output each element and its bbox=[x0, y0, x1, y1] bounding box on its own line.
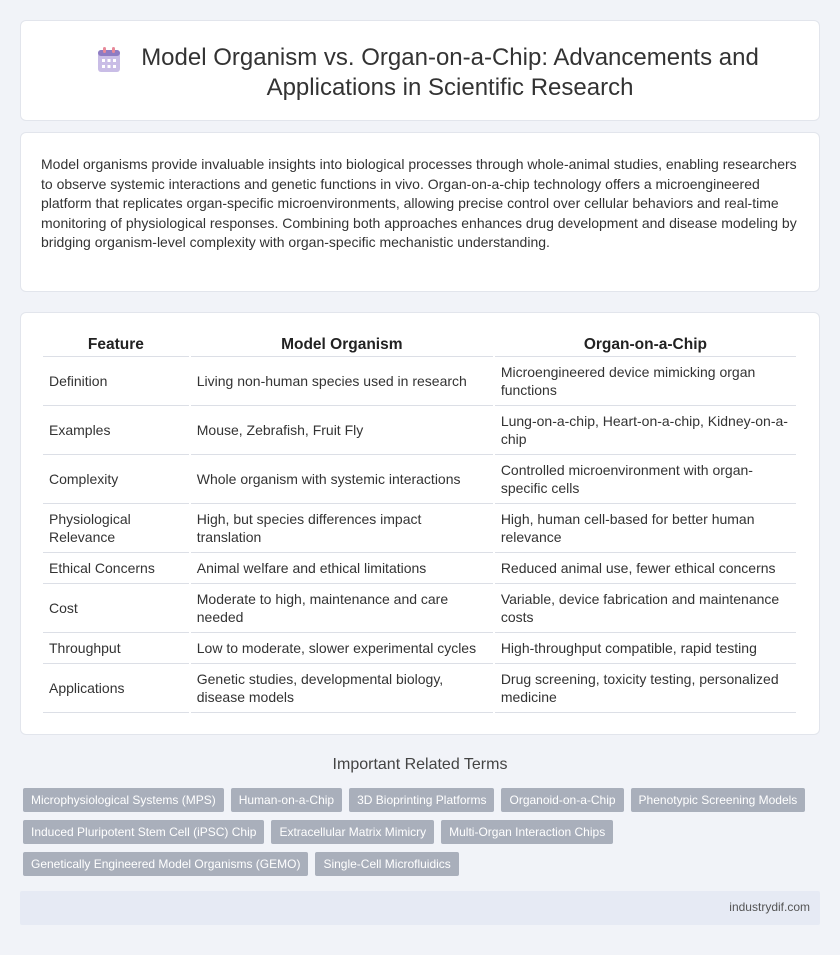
row-model-organism: Mouse, Zebrafish, Fruit Fly bbox=[191, 406, 493, 455]
row-model-organism: High, but species differences impact translation bbox=[191, 504, 493, 553]
row-organ-on-a-chip: Controlled microenvironment with organ-specific cells bbox=[495, 455, 796, 504]
page-title: Model Organism vs. Organ-on-a-Chip: Advancements and Applications in Scientific Research bbox=[141, 44, 759, 101]
table-row bbox=[43, 553, 796, 584]
header-card bbox=[20, 20, 820, 121]
row-organ-on-a-chip: High, human cell-based for better human relevance bbox=[495, 504, 796, 553]
row-feature: Complexity bbox=[43, 455, 189, 504]
related-terms-title: Important Related Terms bbox=[332, 756, 508, 773]
title-wrap bbox=[21, 43, 819, 103]
calendar-icon bbox=[97, 47, 121, 73]
row-model-organism: Low to moderate, slower experimental cycles bbox=[191, 633, 493, 664]
row-feature: Applications bbox=[43, 664, 189, 713]
row-organ-on-a-chip: Lung-on-a-chip, Heart-on-a-chip, Kidney-on-a-chip bbox=[495, 406, 796, 455]
table-row bbox=[43, 357, 796, 406]
row-feature: Examples bbox=[43, 406, 189, 455]
header-feature: Feature bbox=[43, 333, 189, 357]
related-terms-tags bbox=[23, 788, 813, 876]
table-row bbox=[43, 584, 796, 633]
tag-phenotypic-screening-models[interactable]: Phenotypic Screening Models bbox=[631, 788, 806, 812]
tag-multi-organ-interaction-chips[interactable]: Multi-Organ Interaction Chips bbox=[441, 820, 613, 844]
tag-gemo[interactable]: Genetically Engineered Model Organisms (GEMO) bbox=[23, 852, 308, 876]
tag-single-cell-microfluidics[interactable]: Single-Cell Microfluidics bbox=[315, 852, 458, 876]
row-model-organism: Animal welfare and ethical limitations bbox=[191, 553, 493, 584]
tag-3d-bioprinting-platforms[interactable]: 3D Bioprinting Platforms bbox=[349, 788, 494, 812]
tag-organoid-on-a-chip[interactable]: Organoid-on-a-Chip bbox=[501, 788, 623, 812]
tag-microphysiological-systems[interactable]: Microphysiological Systems (MPS) bbox=[23, 788, 224, 812]
row-organ-on-a-chip: Variable, device fabrication and maintenance costs bbox=[495, 584, 796, 633]
tag-ipsc-chip[interactable]: Induced Pluripotent Stem Cell (iPSC) Chip bbox=[23, 820, 264, 844]
row-model-organism: Genetic studies, developmental biology, disease models bbox=[191, 664, 493, 713]
footer bbox=[20, 891, 820, 925]
header-model-organism: Model Organism bbox=[191, 333, 493, 357]
row-organ-on-a-chip: Microengineered device mimicking organ functions bbox=[495, 357, 796, 406]
summary-card bbox=[20, 132, 820, 292]
row-organ-on-a-chip: High-throughput compatible, rapid testing bbox=[495, 633, 796, 664]
row-feature: Definition bbox=[43, 357, 189, 406]
row-feature: Throughput bbox=[43, 633, 189, 664]
table-header-row bbox=[43, 333, 796, 357]
table-row bbox=[43, 664, 796, 713]
table-row bbox=[43, 504, 796, 553]
summary-text: Model organisms provide invaluable insights into biological processes through whole-animal studies, enabling researchers to observe systemic interactions and genetic functions in vivo. Organ-on-a-chip technology offers a microengineered platform that replicates organ-specific microenvironments, allowing precise control over cellular behaviors and real-time monitoring of physiological responses. Combining both approaches enhances drug development and disease modeling by bridging organism-level complexity with organ-specific mechanistic understanding. bbox=[41, 156, 797, 250]
header-organ-on-a-chip: Organ-on-a-Chip bbox=[495, 333, 796, 357]
comparison-table-card bbox=[20, 312, 820, 735]
tag-human-on-a-chip[interactable]: Human-on-a-Chip bbox=[231, 788, 342, 812]
table-row bbox=[43, 406, 796, 455]
row-model-organism: Whole organism with systemic interactions bbox=[191, 455, 493, 504]
comparison-table bbox=[41, 333, 798, 713]
row-organ-on-a-chip: Drug screening, toxicity testing, personalized medicine bbox=[495, 664, 796, 713]
row-model-organism: Moderate to high, maintenance and care needed bbox=[191, 584, 493, 633]
table-row bbox=[43, 455, 796, 504]
tag-extracellular-matrix-mimicry[interactable]: Extracellular Matrix Mimicry bbox=[271, 820, 434, 844]
row-organ-on-a-chip: Reduced animal use, fewer ethical concerns bbox=[495, 553, 796, 584]
row-feature: Ethical Concerns bbox=[43, 553, 189, 584]
row-model-organism: Living non-human species used in research bbox=[191, 357, 493, 406]
table-row bbox=[43, 633, 796, 664]
footer-site: industrydif.com bbox=[729, 900, 810, 914]
row-feature: Physiological Relevance bbox=[43, 504, 189, 553]
row-feature: Cost bbox=[43, 584, 189, 633]
